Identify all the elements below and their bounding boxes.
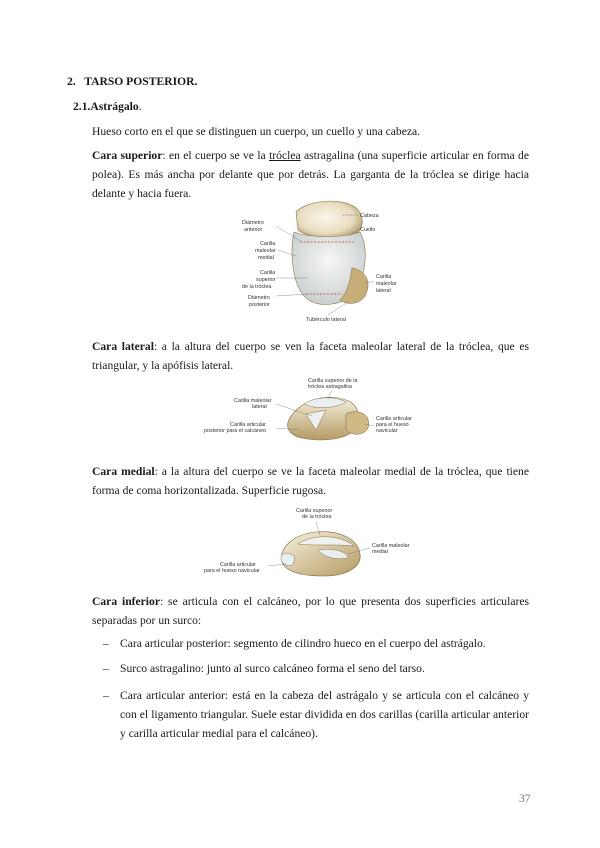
bullet-marker-2: – [103, 662, 109, 675]
talus-medial-illustration [198, 504, 428, 584]
talus-superior-illustration [236, 198, 406, 326]
label-diametro-anterior-1: Diámetro [242, 220, 264, 226]
troclea-link[interactable]: tróclea [269, 149, 301, 162]
label-carilla-superior-3: de la tróclea [242, 284, 272, 290]
label-carilla-maleolar-lateral-a: Carilla maleolar [234, 398, 272, 404]
label-carilla-maleolar-medial-3: medial [258, 255, 274, 261]
label-carilla-maleolar-lateral-2: maleolar [376, 281, 397, 287]
lateral-label: Cara lateral [92, 340, 154, 353]
lateral-paragraph: Cara lateral: a la altura del cuerpo se ven la faceta maleolar lateral de la tróclea, que es triangular, y la apófisis lateral. [92, 340, 529, 372]
label-diametro-posterior-1: Diámetro [248, 295, 270, 301]
subsection-title: Astrágalo [90, 100, 139, 113]
superior-paragraph: Cara superior: en el cuerpo se ve la tróclea astragalina (una superficie articular en forma de polea). Es más ancha por delante que por detrás. La garganta de la tróclea se dirige hacia delante y hacia fuera. [92, 149, 529, 200]
talus-lateral-illustration [196, 374, 436, 450]
medial-label: Cara medial [92, 465, 155, 478]
label-carilla-articular-navicular-a: Carilla articular [220, 562, 256, 568]
label-carilla-maleolar-lateral-3: lateral [376, 288, 391, 294]
bullet-marker-1: – [103, 637, 109, 650]
bullet-item-1: Cara articular posterior: segmento de cilindro hueco en el cuerpo del astrágalo. [120, 637, 486, 650]
label-cuello: Cuello [360, 227, 376, 233]
label-carilla-superior-troclea-astragalina-2: tróclea astragalina [308, 384, 353, 390]
label-carilla-maleolar-medial-b: medial [372, 549, 388, 555]
label-tuberculo-lateral: Tubérculo lateral [306, 317, 346, 323]
medial-paragraph: Cara medial: a la altura del cuerpo se ve la faceta maleolar medial de la tróclea, que tiene forma de coma horizontalizada. Superficie rugosa. [92, 465, 529, 497]
intro-paragraph: Hueso corto en el que se distinguen un cuerpo, un cuello y una cabeza. [92, 125, 421, 138]
label-cabeza: Cabeza [360, 213, 379, 219]
label-carilla-maleolar-lateral-1: Carilla [376, 274, 392, 280]
label-carilla-navicular-a: Carilla articular [376, 416, 412, 422]
label-carilla-maleolar-medial-2: maleolar [255, 248, 276, 254]
label-carilla-navicular-b: para el hueso [376, 422, 409, 428]
subsection-number: 2.1. [73, 100, 91, 113]
figure-medial-view [198, 504, 428, 584]
label-carilla-maleolar-lateral-b: lateral [252, 404, 267, 410]
bullet-item-2: Surco astragalino: junto al surco calcáneo forma el seno del tarso. [120, 662, 425, 675]
label-carilla-navicular-c: navicular [376, 428, 398, 434]
bullet-item-3: Cara articular anterior: está en la cabeza del astrágalo y se articula con el calcáneo y con el ligamento triangular. Suele estar dividida en dos carillas (carilla articular anterior y carilla articular medial para el calcáneo). [120, 689, 529, 740]
section-title: TARSO POSTERIOR [84, 75, 195, 88]
inferior-label: Cara inferior [92, 595, 160, 608]
subsection-heading: 2.1.Astrágalo. [73, 100, 142, 113]
figure-lateral-view [196, 374, 436, 450]
label-carilla-superior-2: superior [256, 277, 276, 283]
label-carilla-superior-troclea-a: Carilla superior [296, 508, 333, 514]
label-carilla-articular-posterior-b: posterior para el calcáneo [204, 428, 267, 434]
label-carilla-articular-posterior-a: Carilla articular [230, 422, 266, 428]
superior-label: Cara superior [92, 149, 163, 162]
section-heading: 2. TARSO POSTERIOR. [67, 75, 198, 88]
section-number: 2. [67, 75, 76, 88]
label-carilla-superior-troclea-b: de la tróclea [302, 514, 332, 520]
inferior-paragraph: Cara inferior: se articula con el calcáneo, por lo que presenta dos superficies articulares separadas por un surco: [92, 595, 529, 627]
bullet-marker-3: – [103, 689, 109, 702]
label-carilla-articular-navicular-b: para el hueso navicular [204, 568, 260, 574]
label-carilla-maleolar-medial-a: Carilla maleolar [372, 543, 410, 549]
label-diametro-anterior-2: anterior [244, 227, 263, 233]
label-carilla-superior-troclea-astragalina-1: Carilla superior de la [308, 378, 358, 384]
label-carilla-maleolar-medial-1: Carilla [260, 241, 276, 247]
label-carilla-superior-1: Carilla [260, 270, 276, 276]
figure-superior-view [236, 198, 406, 326]
label-diametro-posterior-2: posterior [249, 302, 270, 308]
page-number: 37 [519, 793, 531, 805]
